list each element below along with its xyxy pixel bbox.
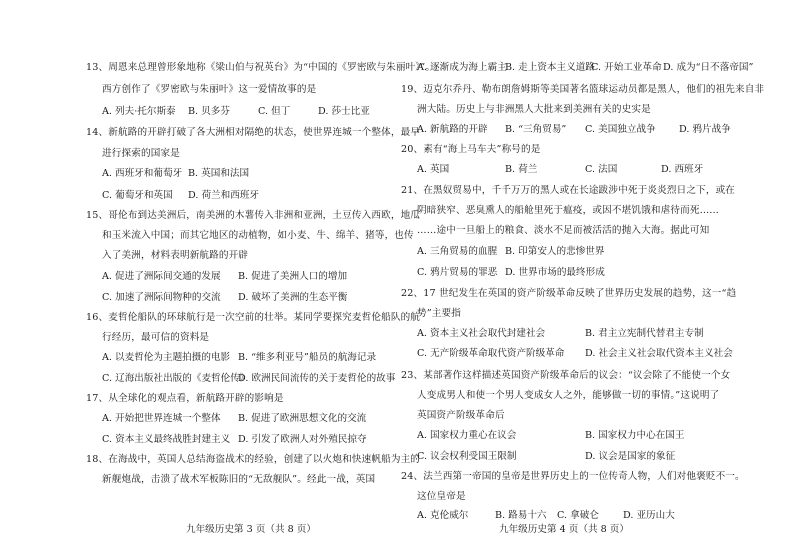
question-13-option-d: D. 莎士比亚 — [318, 106, 370, 117]
question-20-stem: 20、素有“海上马车夫”称号的是 — [401, 144, 541, 155]
question-15-stem-line-1: 15、哥伦布到达美洲后，南美洲的木薯传入非洲和亚洲，土豆传入西欧，地瓜 — [86, 210, 421, 221]
question-18-option-b: B. 走上资本主义道路 — [505, 62, 595, 73]
question-24-option-c: C. 拿破仑 — [557, 510, 599, 521]
question-22-option-d: D. 社会主义社会取代资本主义社会 — [585, 348, 733, 359]
page-4 — [397, 0, 794, 543]
question-16-option-c: C. 辽海出版社出版的《麦哲伦传》 — [102, 373, 250, 384]
question-24-stem-line-2: 这位皇帝是 — [417, 491, 466, 502]
question-15-stem-line-2: 和玉米流入中国；而其它地区的动植物，如小麦、牛、绵羊、猪等，也传 — [102, 230, 414, 241]
question-23-stem-line-1: 23、某部著作这样描述英国资产阶级革命后的议会：“议会除了不能使一个女 — [401, 370, 731, 381]
question-15-option-c: C. 加速了洲际间物种的交流 — [102, 292, 221, 303]
question-22-option-b: B. 君主立宪制代替君主专制 — [585, 328, 704, 339]
question-14-option-a: A. 西班牙和葡萄牙 — [102, 168, 183, 179]
question-15-stem-line-3: 入了美洲，材料表明新航路的开辟 — [102, 250, 249, 261]
question-15-option-d: D. 破坏了美洲的生态平衡 — [238, 292, 348, 303]
question-21-option-c: C. 鸦片贸易的罪恶 — [417, 267, 498, 278]
question-22-option-c: C. 无产阶级革命取代资产阶级革命 — [417, 348, 565, 359]
question-13-option-a: A. 列夫·托尔斯泰 — [102, 106, 176, 117]
question-21-option-a: A. 三角贸易的血腥 — [417, 246, 498, 257]
page-footer-4: 九年级历史第 4 页（共 8 页） — [499, 524, 629, 535]
question-18-option-a: A. 逐渐成为海上霸主 — [417, 62, 507, 73]
question-14-stem-line-2: 进行探索的国家是 — [102, 148, 180, 159]
question-17-option-d: D. 引发了欧洲人对外殖民掠夺 — [238, 434, 367, 445]
question-16-stem-line-2: 行经历，最可信的资料是 — [102, 332, 210, 343]
question-13-stem-line-2: 西方创作了《罗密欧与朱丽叶》这一爱情故事的是 — [102, 84, 317, 95]
question-18-option-d: D. 成为“日不落帝国” — [663, 62, 754, 73]
question-17-option-c: C. 资本主义最终战胜封建主义 — [102, 434, 231, 445]
question-22-stem-line-1: 22、17 世纪发生在英国的资产阶级革命反映了世界历史发展的趋势，这一“趋 — [401, 288, 737, 299]
question-21-stem-line-3: ……途中一旦船上的粮食、淡水不足而被活活的抛入大海。据此可知 — [417, 225, 710, 236]
question-23-option-d: D. 议会是国家的象征 — [585, 451, 676, 462]
question-23-option-a: A. 国家权力重心在议会 — [417, 430, 517, 441]
question-20-option-b: B. 荷兰 — [505, 164, 538, 175]
question-23-option-b: B. 国家权力中心在国王 — [585, 430, 685, 441]
question-24-stem-line-1: 24、法兰西第一帝国的皇帝是世界历史上的一位传奇人物，人们对他褒贬不一。 — [401, 471, 745, 482]
question-21-stem-line-2: 阴暗狭窄、恶臭熏人的船舱里死于瘟疫，或因不堪饥饿和虐待而死…… — [417, 205, 720, 216]
question-15-option-a: A. 促进了洲际间交通的发展 — [102, 271, 221, 282]
question-17-option-a: A. 开始把世界连城一个整体 — [102, 413, 221, 424]
question-16-option-d: D. 欧洲民间流传的关于麦哲伦的故事 — [238, 373, 396, 384]
question-21-option-b: B. 印第安人的悲惨世界 — [505, 246, 605, 257]
question-19-option-c: C. 美国独立战争 — [585, 124, 656, 135]
question-16-stem-line-1: 16、麦哲伦船队的环球航行是一次空前的壮举。某同学要探究麦哲伦船队的航 — [86, 312, 421, 323]
question-13-option-c: C. 但丁 — [258, 106, 291, 117]
question-16-option-b: B. “维多利亚号”船员的航海记录 — [238, 352, 377, 363]
question-19-stem-line-1: 19、迈克尔乔丹、勒布朗詹姆斯等美国著名篮球运动员都是黑人，他们的祖先来自非 — [401, 84, 765, 95]
question-21-option-d: D. 世界市场的最终形成 — [505, 267, 605, 278]
question-15-option-b: B. 促进了美洲人口的增加 — [238, 271, 348, 282]
question-13-stem-line-1: 13、周恩来总理曾形象地称《梁山伯与祝英台》为“中国的《罗密欧与朱丽叶》”。 — [86, 62, 436, 73]
question-19-stem-line-2: 洲大陆。历史上与非洲黑人大批来到美洲有关的史实是 — [417, 104, 651, 115]
question-18-stem-line-1: 18、在海战中，英国人总结海盗战术的经验，创建了以火炮和快速帆船为主的 — [86, 454, 421, 465]
question-23-option-c: C. 议会权利受国王限制 — [417, 451, 517, 462]
question-14-option-b: B. 英国和法国 — [188, 168, 250, 179]
question-20-option-c: C. 法国 — [585, 164, 618, 175]
question-14-option-c: C. 葡萄牙和英国 — [102, 190, 173, 201]
question-24-option-d: D. 亚历山大 — [623, 510, 675, 521]
question-22-option-a: A. 资本主义社会取代封建社会 — [417, 328, 546, 339]
question-24-option-a: A. 克伦威尔 — [417, 510, 469, 521]
question-21-stem-line-1: 21、在黑奴贸易中，千千万万的黑人或在长途跋涉中死于炎炎烈日之下，或在 — [401, 185, 736, 196]
question-20-option-d: D. 西班牙 — [661, 164, 704, 175]
question-18-stem-line-2: 新舰炮战，击溃了战术军板陈旧的“无敌舰队”。经此一战，英国 — [102, 474, 376, 485]
question-19-option-b: B. “三角贸易” — [505, 124, 567, 135]
question-18-option-c: C. 开始工业革命 — [591, 62, 662, 73]
question-17-stem: 17、从全球化的观点看，新航路开辟的影响是 — [86, 393, 284, 404]
question-16-option-a: A. 以麦哲伦为主题拍摄的电影 — [102, 352, 231, 363]
question-23-stem-line-3: 英国资产阶级革命后 — [417, 410, 505, 421]
question-19-option-a: A. 新航路的开辟 — [417, 124, 488, 135]
page-footer-3: 九年级历史第 3 页（共 8 页） — [186, 524, 316, 535]
question-17-option-b: B. 促进了欧洲思想文化的交流 — [238, 413, 367, 424]
question-20-option-a: A. 英国 — [417, 164, 450, 175]
question-13-option-b: B. 贝多芬 — [188, 106, 230, 117]
question-23-stem-line-2: 人变成男人和使一个男人变成女人之外，能够做一切的事情。”这说明了 — [417, 390, 720, 401]
question-19-option-d: D. 鸦片战争 — [679, 124, 731, 135]
question-14-option-d: D. 荷兰和西班牙 — [188, 190, 260, 201]
question-14-stem-line-1: 14、新航路的开辟打破了各大洲相对隔绝的状态，使世界连城一个整体，最早 — [86, 127, 421, 138]
question-22-stem-line-2: 势”主要指 — [417, 308, 462, 319]
question-24-option-b: B. 路易十六 — [495, 510, 547, 521]
